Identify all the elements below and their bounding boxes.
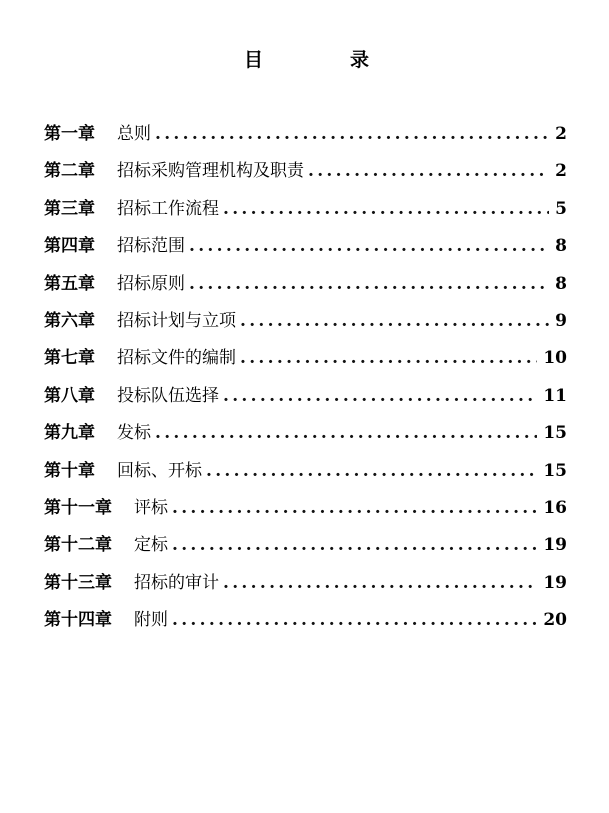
chapter-number: 第七章: [44, 348, 95, 369]
chapter-title: 招标的审计: [134, 572, 219, 593]
page-number: 11: [543, 385, 567, 406]
chapter-number: 第六章: [44, 310, 95, 331]
chapter-title: 定标: [134, 535, 168, 556]
dot-leader: [223, 382, 537, 410]
page-number: 10: [543, 348, 567, 369]
dot-leader: [223, 195, 549, 223]
chapter-title: 投标队伍选择: [117, 385, 219, 406]
toc-entry[interactable]: [44, 457, 567, 494]
chapter-title: 评标: [134, 497, 168, 518]
page-number: 15: [543, 423, 567, 444]
dot-leader: [223, 569, 537, 597]
chapter-number: 第十一章: [44, 497, 112, 518]
page-number: 2: [555, 124, 567, 144]
chapter-title: 附则: [134, 610, 168, 631]
chapter-number: 第三章: [44, 198, 95, 219]
dot-leader: [172, 606, 537, 634]
dot-leader: [189, 270, 549, 298]
table-of-contents: [44, 120, 567, 643]
chapter-number: 第九章: [44, 423, 95, 444]
title-char-right: 录: [350, 49, 370, 71]
dot-leader: [240, 344, 537, 372]
dot-leader: [240, 307, 549, 335]
page-number: 9: [555, 310, 567, 331]
chapter-title: 招标计划与立项: [117, 310, 236, 331]
page-number: 2: [555, 161, 567, 182]
toc-entry[interactable]: [44, 307, 567, 344]
toc-entry[interactable]: [44, 494, 567, 531]
chapter-number: 第十章: [44, 460, 95, 481]
chapter-number: 第五章: [44, 273, 95, 294]
dot-leader: [189, 232, 549, 260]
chapter-title: 招标原则: [117, 273, 185, 294]
toc-title: [0, 48, 609, 72]
title-char-left: 目: [244, 49, 264, 71]
dot-leader: [155, 419, 537, 447]
toc-entry[interactable]: [44, 232, 567, 269]
toc-entry[interactable]: [44, 382, 567, 419]
toc-entry[interactable]: [44, 606, 567, 643]
chapter-number: 第十三章: [44, 572, 112, 593]
chapter-number: 第二章: [44, 161, 95, 182]
page-number: 5: [555, 198, 567, 219]
chapter-title: 回标、开标: [117, 460, 202, 481]
toc-entry[interactable]: [44, 531, 567, 568]
chapter-number: 第八章: [44, 385, 95, 406]
page-number: 19: [543, 572, 567, 593]
chapter-number: 第四章: [44, 236, 95, 257]
dot-leader: [172, 531, 537, 559]
chapter-title: 总则: [117, 124, 151, 144]
dot-leader: [308, 157, 549, 185]
toc-entry[interactable]: [44, 569, 567, 606]
toc-entry[interactable]: [44, 157, 567, 194]
page-number: 8: [555, 236, 567, 257]
dot-leader: [172, 494, 537, 522]
toc-entry[interactable]: [44, 195, 567, 232]
dot-leader: [155, 120, 549, 148]
chapter-title: 发标: [117, 423, 151, 444]
chapter-number: 第一章: [44, 124, 95, 144]
page-number: 8: [555, 273, 567, 294]
toc-entry[interactable]: [44, 270, 567, 307]
chapter-title: 招标采购管理机构及职责: [117, 161, 304, 182]
page-number: 15: [543, 460, 567, 481]
page-number: 16: [543, 497, 567, 518]
chapter-title: 招标文件的编制: [117, 348, 236, 369]
dot-leader: [206, 457, 537, 485]
page-number: 19: [543, 535, 567, 556]
chapter-title: 招标工作流程: [117, 198, 219, 219]
toc-entry[interactable]: [44, 419, 567, 456]
page-number: 20: [543, 610, 567, 631]
toc-entry[interactable]: [44, 120, 567, 157]
chapter-number: 第十四章: [44, 610, 112, 631]
chapter-number: 第十二章: [44, 535, 112, 556]
chapter-title: 招标范围: [117, 236, 185, 257]
toc-entry[interactable]: [44, 344, 567, 381]
